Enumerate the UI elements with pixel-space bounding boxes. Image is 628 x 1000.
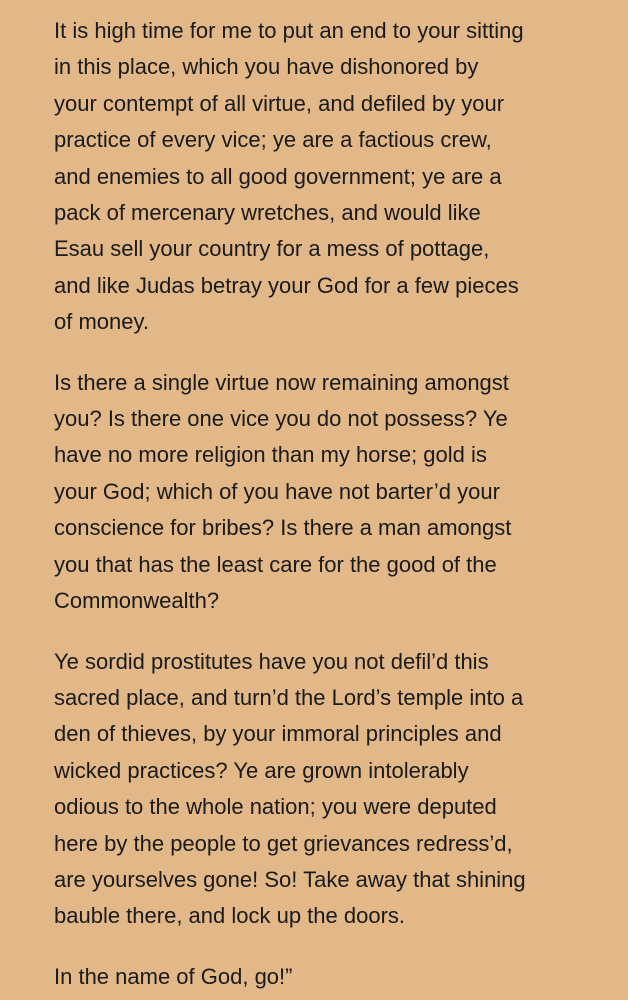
- paragraph-3: [54, 644, 588, 935]
- text-line: your God; which of you have not barter’d your: [54, 478, 500, 504]
- text-line: practice of every vice; ye are a factious crew,: [54, 127, 492, 153]
- paragraph-1: [54, 13, 588, 341]
- text-line: you that has the least care for the good of the: [54, 551, 497, 577]
- text-line: Commonwealth?: [54, 588, 220, 614]
- text-line: and like Judas betray your God for a few pieces: [54, 272, 519, 298]
- text-line: you? Is there one vice you do not possess? Ye: [54, 406, 508, 432]
- text-line: wicked practices? Ye are grown intolerably: [54, 757, 469, 783]
- paragraph-4: [54, 959, 588, 995]
- text-line: pack of mercenary wretches, and would like: [54, 200, 481, 226]
- text-line: and enemies to all good government; ye are a: [54, 163, 502, 189]
- text-line: conscience for bribes? Is there a man amongst: [54, 515, 512, 541]
- text-line: bauble there, and lock up the doors.: [54, 903, 406, 929]
- text-line: your contempt of all virtue, and defiled by your: [54, 90, 505, 116]
- text-line: Ye sordid prostitutes have you not defil’d this: [54, 648, 489, 674]
- text-line: have no more religion than my horse; gold is: [54, 442, 487, 468]
- text-line: odious to the whole nation; you were deputed: [54, 794, 497, 820]
- text-line: sacred place, and turn’d the Lord’s temple into a: [54, 684, 524, 710]
- paragraph-2: [54, 365, 588, 620]
- text-line: den of thieves, by your immoral principles and: [54, 721, 502, 747]
- text-line: Esau sell your country for a mess of pottage,: [54, 236, 490, 262]
- text-line: Is there a single virtue now remaining amongst: [54, 369, 509, 395]
- text-line: in this place, which you have dishonored by: [54, 54, 479, 80]
- text-line: here by the people to get grievances redress’d,: [54, 830, 513, 856]
- text-line: are yourselves gone! So! Take away that shining: [54, 866, 526, 892]
- text-line: It is high time for me to put an end to your sitting: [54, 18, 524, 43]
- text-line: of money.: [54, 309, 149, 335]
- text-line: In the name of God, go!”: [54, 963, 293, 989]
